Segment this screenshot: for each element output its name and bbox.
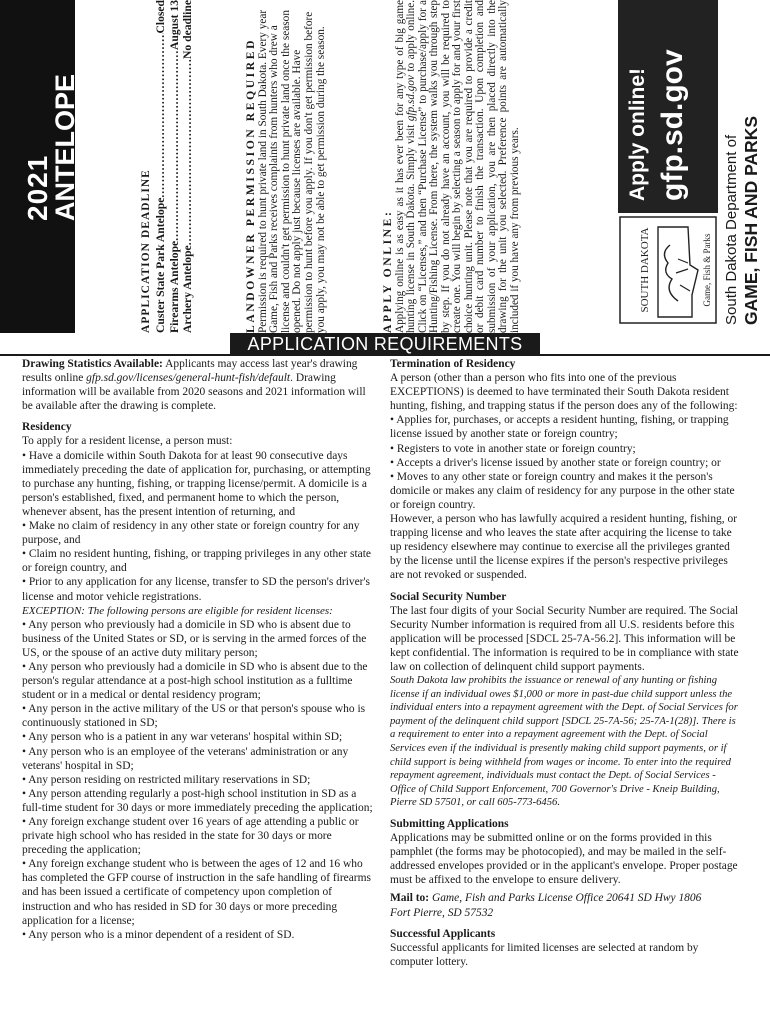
termination-bullet: • Accepts a driver's license issued by another state or foreign country; or bbox=[390, 456, 721, 469]
deadline-heading: APPLICATION DEADLINE bbox=[140, 169, 152, 333]
mail-label: Mail to: bbox=[390, 892, 430, 905]
residency-bullet: • Have a domicile within South Dakota for at least 90 consecutive days immediately preceding the date of application for, purchasing, or attempting to purchase any hunting, fishing, or trapping license/permit. A domicile is a person's established, fixed, and permanent home to which the person, whenever absent, has the present intention of returning, and bbox=[22, 449, 371, 518]
ssn-italic-notice: South Dakota law prohibits the issuance or renewal of any hunting or fishing license if an individual owes $1,000 or more in past-due child support unless the individual enters into a repayment agreement with the Dept. of Social Services for payment of the delinquent child support [SDCL 25-7A-56; 25-7A-1(28)]. There is a requirement to enter into a repayment agreement with the Dept. of Social Services even if the individual is presently making child support payments, or if child support is being withheld from wages or income. To enter into the required repayment agreement, individuals must contact the Dept. of Social Services - Office of Child Support Enforcement, 700 Governor's Drive - Kneip Building, Pierre SD 57501, or call 605-773-6456. bbox=[390, 675, 738, 809]
deadline-row bbox=[154, 0, 168, 333]
rotated-panel-content bbox=[0, 0, 770, 333]
deadline-label: Custer State Park Antelope bbox=[153, 197, 167, 333]
landowner-text: Permission is required to hunt private land in South Dakota. Every year Game, Fish and Parks receives complaints from hunters who drew a license and couldn't get permission to hunt private land once the season opened. Do not apply just because licenses are available. Have permission to hunt before you apply. If you don't get permission before you apply, you may not be able to get permission during the season. bbox=[256, 9, 327, 333]
submitting-heading: Submitting Applications bbox=[390, 818, 509, 830]
ssn-heading: Social Security Number bbox=[390, 590, 507, 603]
apply-text-part: to apply online. Click on “Licenses,” and then “Purchase License” to purchase/apply for a Hunting/Fishing License. From there, the system walks you through step by step. If you do not already have an account, you will be required to create one. You will begin by selecting a season to apply for and your first choice hunting unit. Please note that you are required to provide a credit or debit card number to finish the transaction. Upon completion and submission of your application, you are then placed directly into the drawing for the unit you selected. Preference points are automatically included if you have any from previous years. bbox=[405, 0, 522, 333]
drawing-text: . Drawing information will be available from 2020 seasons and 2021 information will be available after the drawing is complete. bbox=[22, 372, 366, 413]
exception-bullet: • Any person who is a patient in any war veterans' hospital within SD; bbox=[22, 731, 343, 744]
deadline-row bbox=[168, 0, 182, 333]
logo-text-top: SOUTH DAKOTA bbox=[639, 227, 651, 313]
banner-rule bbox=[0, 354, 770, 356]
termination-heading: Termination of Residency bbox=[390, 358, 516, 370]
leader-dots bbox=[154, 34, 168, 198]
exception-bullet: • Any person attending regularly a post-high school institution in SD as a full-time student for 30 days or more immediately preceding the application; bbox=[22, 787, 373, 814]
title-species: ANTELOPE bbox=[50, 73, 80, 221]
deadline-label: Firearms Antelope bbox=[167, 240, 181, 333]
logo-text-bottom: Game, Fish & Parks bbox=[702, 233, 712, 307]
title-block bbox=[0, 0, 80, 333]
leader-dots bbox=[181, 59, 195, 245]
department-line-1: South Dakota Department of bbox=[723, 134, 740, 325]
deadline-section bbox=[140, 0, 210, 333]
exception-bullet: • Any person in the active military of the US or that person's spouse who is continuously stationed in SD; bbox=[22, 703, 366, 730]
mail-address-line-1: Game, Fish and Parks License Office 20641 SD Hwy 1806 bbox=[429, 892, 702, 905]
gfp-logo-icon bbox=[618, 215, 718, 325]
ssn-text: The last four digits of your Social Security Number are required. The Social Security Number information is required from all U.S. residents before this application will be processed [SDCL 25-7A-56.2]. This information will be kept confidential. The information is required to be in compliance with state law on collection of delinquent child support payments. bbox=[390, 604, 739, 673]
submitting-text: Applications may be submitted online or on the forms provided in this pamphlet (the forms may be photocopied), and may be mailed in the self-addressed envelopes provided or in the applicant's envelope. Proper postage must be affixed to the envelope to ensure delivery. bbox=[390, 832, 738, 887]
exception-heading: EXCEPTION: The following persons are eligible for resident licenses: bbox=[22, 604, 333, 617]
apply-online-text bbox=[395, 0, 522, 333]
drawing-statistics-paragraph bbox=[22, 357, 374, 413]
residency-bullet: • Claim no resident hunting, fishing, or trapping privileges in any other state or foreign country, and bbox=[22, 548, 371, 575]
exception-bullet: • Any person who previously had a domicile in SD who is absent due to business of the United States or SD, or is serving in the armed forces of the US, or the spouse of an active duty military person; bbox=[22, 618, 367, 659]
right-column bbox=[390, 357, 742, 969]
drawing-url-link[interactable]: gfp.sd.gov/licenses/general-hunt-fish/default bbox=[86, 372, 291, 385]
termination-bullet: • Applies for, purchases, or accepts a resident hunting, fishing, or trapping license issued by another state or foreign country; bbox=[390, 414, 729, 441]
successful-heading: Successful Applicants bbox=[390, 927, 496, 940]
deadline-value: Closed bbox=[153, 0, 167, 34]
apply-online-section bbox=[382, 0, 597, 333]
apply-online-box bbox=[618, 0, 718, 213]
department-name bbox=[721, 0, 770, 333]
landowner-section bbox=[245, 0, 383, 333]
successful-text: Successful applicants for limited licenses are selected at random by computer lottery. bbox=[390, 941, 699, 968]
termination-bullet: • Moves to any other state or foreign country and makes it the person's domicile or makes any claim of residency for any purpose in the other state or foreign country. bbox=[390, 470, 735, 511]
title-year: 2021 bbox=[22, 154, 53, 221]
deadline-value: August 13 bbox=[167, 0, 181, 50]
apply-online-heading: APPLY ONLINE: bbox=[381, 209, 394, 333]
top-info-panel bbox=[0, 0, 770, 333]
exception-bullet: • Any person who previously had a domicile in SD who is absent due to the person's regular attendance at a post-high school institution as a fulltime student or in a medical or dental residency program; bbox=[22, 660, 368, 702]
residency-bullet: • Make no claim of residency in any other state or foreign country for any purpose, and bbox=[22, 520, 360, 547]
deadline-row bbox=[181, 0, 195, 333]
leader-dots bbox=[168, 50, 182, 241]
termination-intro: A person (other than a person who fits into one of the previous EXCEPTIONS) is deemed to have terminated their South Dakota resident hunting, fishing, and trapping status if the person does any of the following: bbox=[390, 372, 738, 413]
exception-bullet: • Any foreign exchange student who is between the ages of 12 and 16 who has completed the GFP course of instruction in the safe handling of firearms and has been issued a certificate of competency upon completion of instruction and who has resided in SD for 30 days or more preceding application for a license; bbox=[22, 858, 371, 927]
exception-bullet: • Any foreign exchange student over 16 years of age attending a public or private high school who has resided in the state for 30 days or more preceding the application; bbox=[22, 816, 359, 857]
exception-bullet: • Any person who is an employee of the veterans' administration or any veterans' hospital in SD; bbox=[22, 745, 349, 772]
residency-intro: To apply for a resident license, a person must: bbox=[22, 435, 233, 448]
brand-block bbox=[618, 0, 770, 333]
website-url-link[interactable]: gfp.sd.gov bbox=[656, 49, 689, 201]
termination-bullet: • Registers to vote in another state or foreign country; bbox=[390, 442, 636, 455]
department-line-2: GAME, FISH AND PARKS bbox=[741, 115, 761, 325]
drawing-label: Drawing Statistics Available: bbox=[22, 358, 163, 370]
landowner-heading: LANDOWNER PERMISSION REQUIRED bbox=[244, 37, 257, 333]
section-banner: APPLICATION REQUIREMENTS bbox=[230, 333, 540, 355]
apply-link[interactable]: gfp.sd.gov bbox=[405, 75, 418, 122]
residency-heading: Residency bbox=[22, 421, 72, 434]
mail-address-line-2: Fort Pierre, SD 57532 bbox=[390, 906, 494, 919]
deadline-label: Archery Antelope bbox=[181, 245, 195, 333]
residency-bullet: • Prior to any application for any license, transfer to SD the person's driver's license and motor vehicle registrations. bbox=[22, 576, 370, 603]
apply-online-label: Apply online! bbox=[626, 68, 649, 201]
drawing-text: Applicants may access last year's drawing results online bbox=[22, 358, 358, 385]
apply-text-part: Applying online is as easy as it has ever been for any type of big game hunting license in South Dakota. Simply visit bbox=[393, 0, 418, 333]
mail-to-paragraph bbox=[390, 891, 742, 905]
exception-bullet: • Any person residing on restricted military reservations in SD; bbox=[22, 773, 311, 786]
deadline-value: No deadline bbox=[181, 0, 195, 59]
left-column bbox=[22, 357, 374, 942]
exception-bullet: • Any person who is a minor dependent of a resident of SD. bbox=[22, 928, 295, 941]
termination-however: However, a person who has lawfully acquired a resident hunting, fishing, or trapping license and who leaves the state after acquiring the license to take up residency elsewhere may continue to exercise all the privileges granted by the license until the license expires if the person's respective privileges are not revoked or suspended. bbox=[390, 513, 738, 582]
